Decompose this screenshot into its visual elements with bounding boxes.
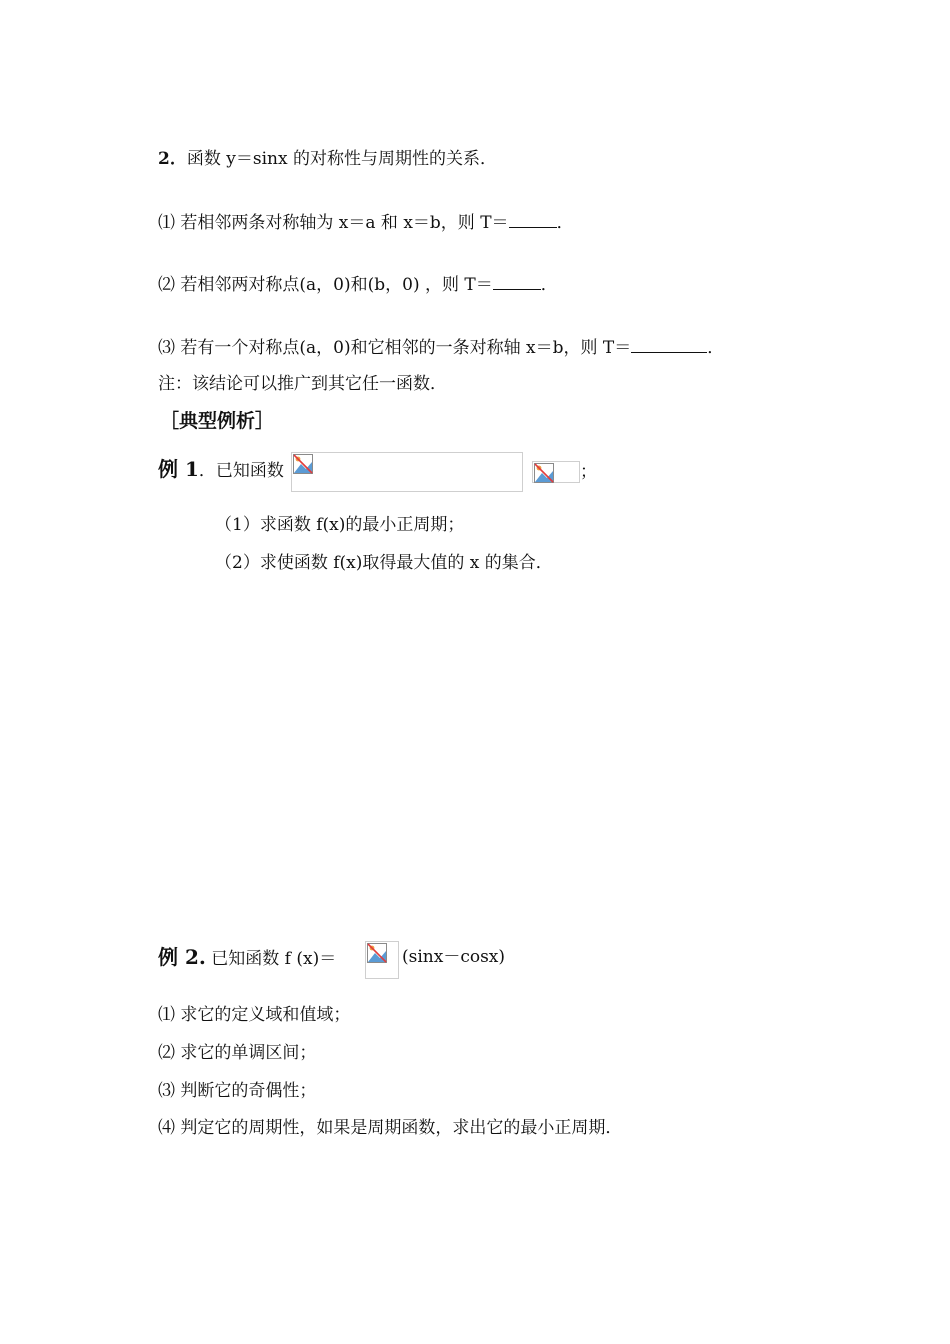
examples-heading: ［典型例析］ bbox=[160, 410, 275, 432]
broken-image-icon bbox=[367, 943, 387, 963]
example2-question-4 bbox=[158, 1117, 622, 1139]
item-number: ⑷ bbox=[158, 1118, 175, 1138]
example1-line bbox=[158, 458, 284, 482]
item-text: 若有一个对称点(a，0)和它相邻的一条对称轴 x＝b，则 T＝ bbox=[175, 338, 632, 358]
example2-label: 例 2. bbox=[158, 945, 206, 969]
example2-line bbox=[158, 946, 336, 970]
broken-image-icon bbox=[534, 463, 554, 483]
item-number: ⑵ bbox=[158, 275, 175, 295]
example2-after: (sinx－cosx) bbox=[402, 947, 506, 967]
example2-question-2 bbox=[158, 1042, 316, 1064]
item-text: 若相邻两对称点(a，0)和(b，0) ，则 T＝ bbox=[175, 275, 493, 295]
example1-label: 例 1 bbox=[158, 457, 199, 481]
example1-question-2: （2）求使函数 f(x)取得最大值的 x 的集合． bbox=[215, 553, 553, 573]
example2-intro: 已知函数 f (x)＝ bbox=[205, 949, 337, 969]
formula-image-2 bbox=[532, 461, 580, 483]
answer-blank[interactable] bbox=[631, 336, 707, 353]
item-text: 求它的单调区间； bbox=[175, 1043, 317, 1063]
answer-blank[interactable] bbox=[493, 273, 541, 290]
formula-image-3 bbox=[365, 941, 399, 979]
item-end: ． bbox=[707, 338, 725, 358]
formula-image-1 bbox=[291, 452, 523, 492]
item-number: ⑴ bbox=[158, 213, 175, 233]
section2-item-2 bbox=[158, 273, 558, 296]
example1-question-1: （1）求函数 f(x)的最小正周期； bbox=[215, 515, 465, 535]
section2-note: 注：该结论可以推广到其它任一函数． bbox=[158, 374, 447, 394]
item-text: 若相邻两条对称轴为 x＝a 和 x＝b，则 T＝ bbox=[175, 213, 509, 233]
answer-blank[interactable] bbox=[509, 211, 557, 228]
section2-heading-text: 函数 y＝sinx 的对称性与周期性的关系． bbox=[186, 149, 497, 169]
item-number: ⑶ bbox=[158, 338, 175, 358]
section2-heading bbox=[158, 148, 497, 170]
broken-image-icon bbox=[293, 454, 313, 474]
item-text: 判断它的奇偶性； bbox=[175, 1081, 317, 1101]
example1-tail: ； bbox=[580, 462, 597, 482]
example1-intro: ．已知函数 bbox=[198, 461, 284, 481]
section2-number: 2． bbox=[158, 149, 187, 169]
item-number: ⑶ bbox=[158, 1081, 175, 1101]
item-number: ⑵ bbox=[158, 1043, 175, 1063]
item-end: ． bbox=[540, 275, 558, 295]
item-text: 判定它的周期性，如果是周期函数，求出它的最小正周期． bbox=[175, 1118, 623, 1138]
item-end: ． bbox=[556, 213, 574, 233]
section2-item-3 bbox=[158, 336, 724, 359]
item-text: 求它的定义域和值域； bbox=[175, 1005, 351, 1025]
example2-question-1 bbox=[158, 1004, 350, 1026]
item-number: ⑴ bbox=[158, 1005, 175, 1025]
section2-item-1 bbox=[158, 211, 574, 234]
example2-question-3 bbox=[158, 1080, 316, 1102]
